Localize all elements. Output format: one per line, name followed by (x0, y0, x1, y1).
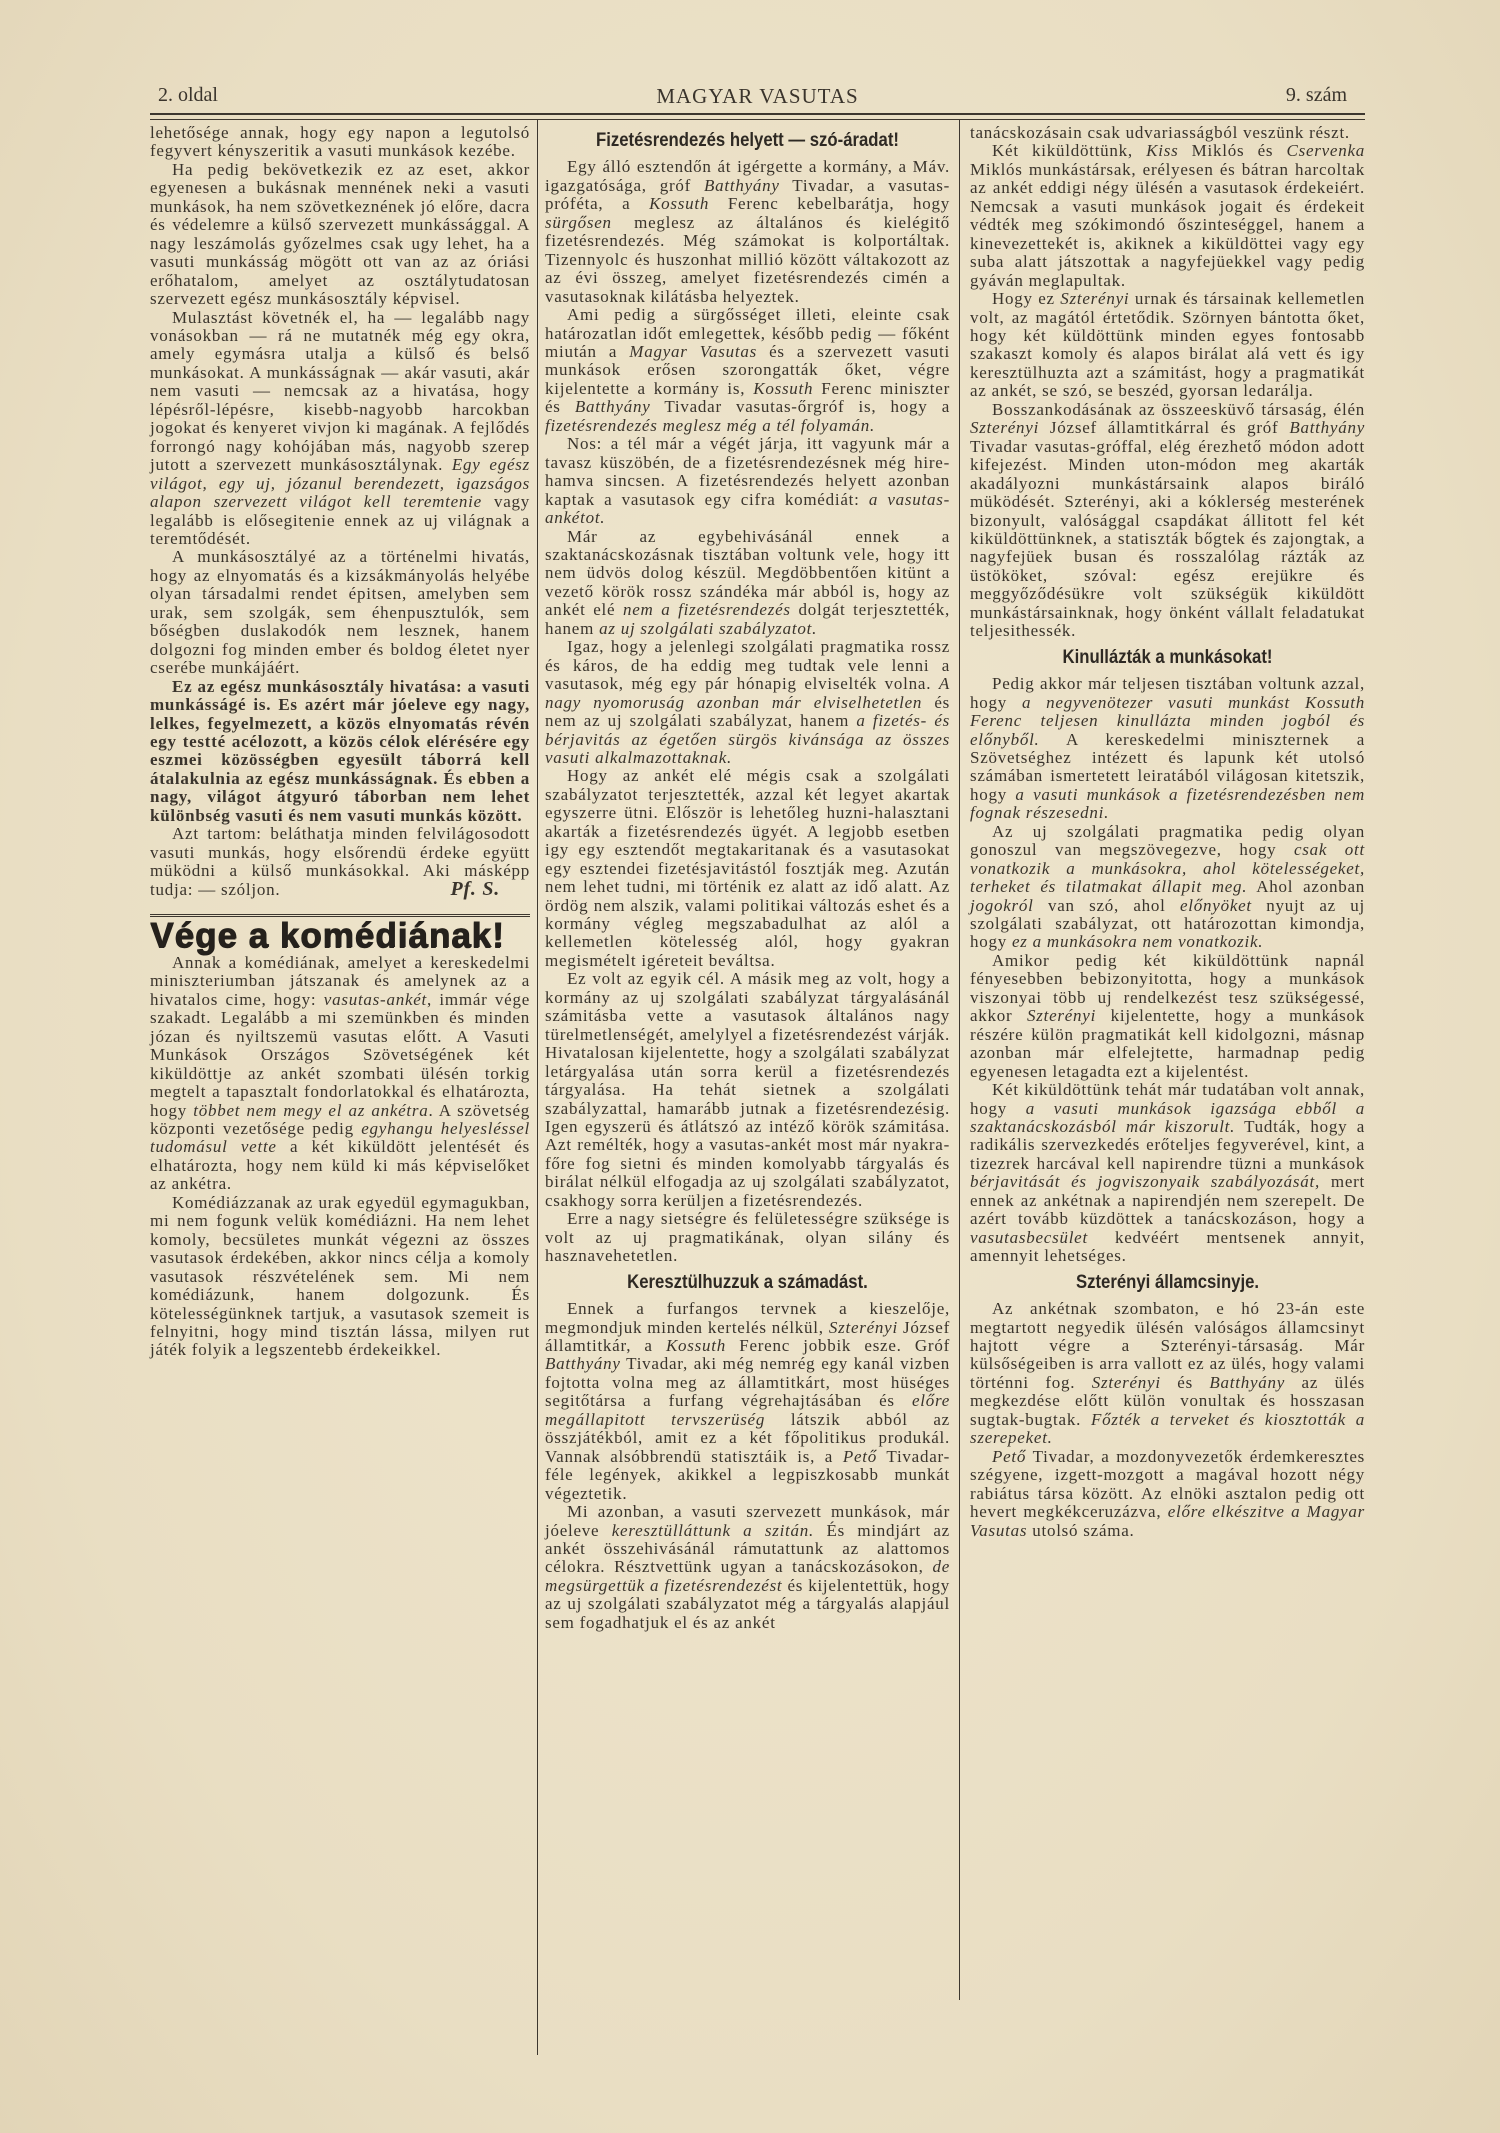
italic-emphasis: előnyöket (1180, 895, 1252, 915)
article-paragraph (970, 142, 1365, 290)
italic-emphasis: az uj szolgálati szabályzatot. (599, 618, 818, 638)
text-run: . A szövetség központi vezetősége pedig (150, 1100, 530, 1139)
text-run: Egy álló esztendőn át igérgette a kormány, a Máv. igazgatósága, gróf (545, 157, 950, 195)
text-run: Pedig akkor már teljesen tisztában voltunk azzal, hogy (970, 674, 1365, 712)
italic-emphasis: Szterényi (1060, 289, 1130, 309)
text-run: és nem az uj szolgálati szabályzat, hanem (545, 692, 950, 731)
section-heading: Keresztülhuzzuk a számadást. (627, 1271, 868, 1293)
italic-emphasis: Batthyány (1289, 418, 1365, 438)
italic-emphasis: Szterényi (970, 418, 1040, 438)
text-run: Az uj szolgálati pragmatika pedig olyan gonoszul van megszövegezve, hogy (970, 821, 1365, 860)
column-3 (970, 124, 1365, 1540)
italic-emphasis: többet nem megy el az ankétra (193, 1100, 429, 1120)
italic-emphasis: Pető (842, 1446, 877, 1466)
text-run: vagy legalább is elősegitenie ennek az uj világnak a teremtődését. (150, 492, 531, 548)
article-paragraph (970, 1300, 1365, 1448)
italic-emphasis: Szterényi (1091, 1372, 1161, 1392)
text-run: Amikor pedig két kiküldöttünk napnál fényesebben bebizonyitotta, hogy a munkások viszonyai több uj rendelkezést tesz szükségessé, akkor (970, 950, 1365, 1026)
text-run: Ennek a furfangos tervnek a kieszelője, megmondjuk minden kertelés nélkül, (545, 1299, 950, 1337)
text-run: Tivadar, a mozdonyvezetők érdemkeresztes szégyene, izgett-mozgott a magával hozott négy rabiátus társa között. Az elnöki asztalon pedig ott hevert megkékceruzázva, (970, 1446, 1365, 1522)
article-paragraph (150, 161, 530, 309)
italic-emphasis: jogokról (970, 895, 1034, 915)
italic-emphasis: Kossuth (665, 1336, 727, 1355)
text-run: És mindjárt az ankét összehivásánál rámutattunk az alattomos célokra. Résztvettünk ugyan a tanácskozásokon, (545, 1520, 950, 1577)
article-paragraph (150, 678, 530, 826)
article-paragraph (150, 548, 530, 677)
article-paragraph (970, 1081, 1365, 1266)
text-run: Ez volt az egyik cél. A másik meg az volt, hogy a kormány az uj szolgálati szabályzat tárgyalásánál számitásba vette a vasutasok általános nagy türelmetlenségét, amelylyel a fizetésrendezést várják. Hivatalosan kijelentette, hogy a szolgálati szabályzat letárgyalása után sorra kerül a fizetésrendezés tárgyalása. Ha tehát sietnek a szolgálati szabályzattal, hamarább jutnak a fizetésrendezésig. Igen egyszerü és átlátszó az intéző körök számitása. Azt remélték, hogy a vasutas-ankét most már nyakra-főre fog sietni és minden komolyabb tárgyalás és birálat nélkül elfogadja az uj szolgálati szabályzatot, csakhogy sorra kerüljen a fizetésrendezés. (545, 969, 950, 1210)
column-2 (545, 124, 950, 1632)
text-run: A munkásosztályé az a történelmi hivatás, hogy az elnyomatás és a kizsákmányolás helyébe olyan társadalmi rendet épitsen, amelyben sem urak, sem szolgák, sem éhenpusztulók, sem bőségben duslakodók nem lesznek, hanem dolgozni fog minden ember és boldog életet nyer cserébe munkájáért. (150, 547, 530, 678)
italic-emphasis: fizetésrendezés meglesz még a tél folyamán. (545, 415, 875, 435)
text-run: meglesz az általános és kielégitő fizetésrendezés. Még számokat is kolportáltak. Tizennyolc és huszonhat millió között váltakozott az az évi összeg, amelyet fizetésrendezés cimén a vasutasoknak kilátásba helyeztek. (545, 212, 950, 306)
text-run: Miklós munkástársak, erélyesen és bátran harcoltak az ankét eddigi négy ülésén a vasutasok érdekeiért. Nemcsak a vasuti munkások jogait és érdekeit védték meg szókimondó őszinteséggel, hanem a kinevezettekét is, akiknek a kiküldöttei vagy egy suba alatt játszottak a nagyfejüekkel vagy pedig gyáván meglapultak. (970, 159, 1365, 290)
text-run: Mi azonban, a vasuti szervezett munkások, már jóeleve (545, 1502, 950, 1540)
text-run: urnak és társainak kellemetlen volt, az magától értetődik. Szörnyen bántotta őket, hogy két küldöttünk minden egyes fontosabb szakaszt komoly és alapos birálat alá vett és igy keresztülhuzta azt a számitást, hogy a pragmatikát az ankét, se szó, se beszéd, gyorsan ledarálja. (970, 289, 1365, 401)
text-run: Tivadar vasutas-őrgróf is, hogy a (650, 397, 950, 417)
article-paragraph (970, 675, 1365, 823)
italic-emphasis: előre elkészitve a Magyar Vasutas (970, 1502, 1365, 1540)
article-paragraph (545, 306, 950, 435)
text-run: Hogy ez (992, 289, 1061, 309)
text-run: Az ankétnak szombaton, e hó 23-án este megtartott negyedik ülésén valóságos államcsinyt hajtott végre a Szterényi-társaság. Már külsőségeiben is arra vallott ez az ülés, hogy valami történni fog. (970, 1299, 1365, 1392)
italic-emphasis: Batthyány (1209, 1372, 1286, 1392)
article-paragraph (545, 1300, 950, 1503)
italic-emphasis: a fizetés- és bérjavitás az égetően sürgös kivánsága az összes vasuti alkalmazottaknak. (545, 711, 950, 767)
text-run: kedvéért mentsenek annyit, amennyit lehetséges. (970, 1227, 1365, 1266)
text-run: , immár vége szakadt. Legalább a mi szemünkben és minden józan és nyiltszemü vasutas előtt. A Vasuti Munkások Országos Szövetségének két kiküldöttje az ankét szombati ülésén torkig megtelt a tapasztalt fondorlatokkal és elhatározta, hogy (150, 989, 530, 1120)
italic-emphasis: keresztülláttunk a szitán. (611, 1520, 815, 1540)
text-run: Tivadar, aki még nemrég egy kanál vizben fojtotta volna meg az államtitkárt, most hüséges segitőtársa a furfang végrehajtásában és (545, 1354, 950, 1411)
column-divider (537, 120, 538, 2055)
column-1 (150, 124, 530, 1360)
article-paragraph (970, 401, 1365, 641)
text-run: és (1160, 1372, 1210, 1392)
text-run: látszik abból az összjátékból, amit ez a két főpolitikus produkál. Vannak alsóbbrendü statisztáik is, a (545, 1409, 950, 1466)
text-run: Tudták, hogy a radikális szervezkedés erőteljes fegyverével, kint, a tizezrek harcával kell napirendre tüzni a munkások (970, 1117, 1365, 1173)
italic-emphasis: Szterényi (828, 1317, 898, 1337)
text-run: dolgát terjesztették, hanem (545, 600, 950, 638)
italic-emphasis: vasutasbecsület (970, 1227, 1088, 1247)
article-paragraph (970, 823, 1365, 952)
column-divider (959, 120, 960, 2000)
italic-emphasis: Magyar Vasutas (629, 341, 757, 361)
section-heading: Kinullázták a munkásokat! (1062, 646, 1273, 668)
article-paragraph (970, 124, 1365, 142)
article-paragraph (150, 309, 530, 549)
text-run: Ferenc kebelbarátja, hogy (709, 194, 951, 214)
italic-emphasis: Szterényi (1027, 1006, 1097, 1026)
text-run: Azt tartom: beláthatja minden felvilágosodott vasuti munkás, hogy elsőrendü érdeke együtt müködni a külső munkásokkal. Aki másképp tudja: — szóljon. (150, 824, 530, 899)
italic-emphasis: Batthyány (574, 397, 651, 417)
text-run: Hogy az ankét elé mégis csak a szolgálati szabályzatot terjesztették, azzal két legyet akartak egyszerre ütni. Először is lehetőleg huzni-halasztani akarták a fizetésrendezés ügyét. A legjobb esetben igy egy esztendőt megtakaritanak és a vasutasokat egy esztendei fizetésjavitástól fosztják meg. Azután nem lehet tudni, mi történik ez alatt az idő alatt. Az ördög nem alszik, valami politikai változás eshet és a kormány végleg megszabadulhat az alól a kellemetlen kötelesség alól, hogy gyakran megismételt igéreteit beváltsa. (545, 766, 950, 970)
italic-emphasis: Cservenka (1286, 141, 1365, 161)
article-paragraph (545, 970, 950, 1210)
text-run: Tivadar vasutas-gróffal, elég érezhető módon adott kifejezést. Minden uton-módon meg akarták akadályozni munkástársaink alapos biráló müködését. Szterényi, aki a kóklerség mesterének bizonyult, valósággal csapdákat állitott fel két kiküldöttünknek, a statiszták bőgtek és zajongtak, a nagyfejüek busan és rosszalólag rázták az üstököket, szóval: egész erejükre és meggyőződésükre volt szükségük kiküldött munkástársainknak, hogy önként vállalt feladatukat teljesithessék. (970, 436, 1365, 641)
text-run: Miklós és (1178, 141, 1287, 161)
italic-emphasis: a vasuti munkások a fizetésrendezésben nem fognak részesedni. (970, 784, 1365, 823)
italic-emphasis: Kossuth (649, 194, 710, 214)
text-run: Ha pedig bekövetkezik ez az eset, akkor egyenesen a bukásnak mennének neki a vasuti munkások, ha nem szövetkeznének jó előre, dacra és védelemre a külső szervezett munkássággal. A nagy leszámolás győzelmes csak ugy lehet, ha a vasuti munkásság mögött ott van az az óriási erőhatalom, amelyet az osztálytudatosan szervezett egész munkásosztály képvisel. (150, 159, 530, 309)
text-run: Erre a nagy sietségre és felületességre szüksége is volt az uj pragmatikának, olyan silány és hasznavehetetlen. (545, 1209, 950, 1266)
text-run: Nos: a tél már a végét járja, itt vagyunk már a tavasz küszöbén, de a fizetésrendezésnek még hire-hamva sincsen. A fizetésrendezés helyett azonban kaptak a vasutasok egy cifra komédiát: (545, 434, 950, 509)
italic-emphasis: a negyvenötezer vasuti munkást Kossuth Ferenc teljesen kinullázta minden jogból és előnyből. (970, 692, 1366, 749)
text-run: József államtitkárral és gróf (1039, 418, 1290, 438)
text-run: Tivadar, a vasutas-próféta, a (545, 175, 950, 214)
italic-emphasis: a vasuti munkások igazsága ebből a szaktanácskozásból már kiszorult. (970, 1098, 1365, 1137)
italic-emphasis: Főzték a terveket és kiosztották a szerepeket. (970, 1409, 1365, 1448)
italic-emphasis: Kossuth (753, 378, 814, 398)
italic-emphasis: előre megállapitott tervszerüség (545, 1391, 950, 1429)
article-paragraph (545, 767, 950, 970)
article-paragraph (545, 1210, 950, 1265)
italic-emphasis: Kiss (1146, 141, 1179, 161)
issue-number: 9. szám (1285, 84, 1347, 106)
italic-emphasis: vasutas-ankét (323, 989, 428, 1009)
italic-emphasis: a vasutas-ankétot. (545, 489, 950, 528)
text-run: Már az egybehivásánál ennek a szaktanácskozásnak tisztában voltunk vele, hogy itt nem üdvös dolog készül. Megdöbbentően kitünt a vezető körök rossz szándéka már abból is, hogy az ankét elé (545, 526, 950, 620)
italic-emphasis: de megsürgettük a fizetésrendezést (545, 1557, 950, 1595)
text-run: tanácskozásain csak udvariasságból veszünk részt. (970, 123, 1350, 142)
article-paragraph (545, 1503, 950, 1632)
text-run: A kereskedelmi miniszternek a Szövetséghez intézett és lapunk két utolsó számában ismertetett leiratából világosan kitetszik, hogy (970, 729, 1365, 804)
article-headline: Vége a komédiának! (150, 916, 505, 956)
text-run: Annak a komédiának, amelyet a kereskedelmi miniszteriumban játszanak és amelynek az a hivatalos cime, hogy: (150, 952, 530, 1009)
text-run: Mulasztást követnék el, ha — legalább nagy vonásokban — rá ne mutatnék még egy okra, amely egymásra utalja a külső és belső munkásokat. A munkásságnak — akár vasuti, akár nem vasuti — nemcsak az a hivatása, hogy lépésről-lépésre, kisebb-nagyobb harcokban jogokat és kenyeret vivjon ki magának. A fejlődés forrongó nagy kohójában más, nagyobb szerep jutott a szervezett munkásosztálynak. (150, 307, 530, 475)
text-run: Két kiküldöttünk tehát már tudatában volt annak, hogy (970, 1080, 1365, 1118)
article-paragraph (545, 158, 950, 306)
text-run: utolsó száma. (1027, 1520, 1135, 1540)
italic-emphasis: A nagy nyomoruság azonban már elviselhetetlen (545, 674, 950, 712)
text-run: van szó, ahol (1033, 895, 1181, 915)
text-run: Ami pedig a sürgősséget illeti, eleinte csak határozatlan időt emlegettek, később pedig — főként miután a (545, 305, 950, 361)
text-run: Igaz, hogy a jelenlegi szolgálati pragmatika rossz és káros, de ha eddig meg tudtak vele lenni a vasutasok, még egy pár hónapig elviselték volna. (545, 637, 950, 694)
page-number: 2. oldal (158, 84, 218, 106)
author-signature: Pf. S. (450, 878, 500, 901)
section-heading: Fizetésrendezés helyett — szó-áradat! (596, 130, 899, 151)
text-run: József államtitkár, a (545, 1317, 950, 1355)
article-paragraph (970, 1448, 1365, 1540)
article-paragraph (150, 954, 530, 1194)
italic-emphasis: ez a munkásokra nem vonatkozik. (1012, 932, 1264, 952)
italic-emphasis: Batthyány (545, 1354, 621, 1374)
text-run: Ferenc miniszter és (545, 378, 950, 417)
italic-emphasis: csak ott vonatkozik a munkásokra, ahol kötelességeket, terheket és tilatmakat állapit meg. (970, 840, 1365, 897)
masthead-title: MAGYAR VASUTAS (656, 84, 859, 108)
text-run: nyujt az uj szolgálati szabályzat, ott határozottan kimondja, hogy (970, 895, 1365, 952)
text-run: és a szervezett vasuti munkások erősen szorongatták őket, végre kijelentette a kormány is, (545, 341, 951, 398)
italic-emphasis: sürgősen (545, 212, 612, 232)
italic-emphasis: nem a fizetésrendezés (622, 600, 791, 620)
text-run: Ahol azonban (1247, 877, 1365, 897)
article-paragraph (150, 124, 530, 161)
header-rule (150, 113, 1365, 120)
text-run: az ülés megkezdése előtt külön vonultak és hosszasan sugtak-bugtak. (970, 1372, 1365, 1429)
italic-emphasis: bérjavitását és jogviszonyaik szabályozását, (970, 1172, 1320, 1192)
text-run: Ez az egész munkásosztály hivatása: a vasuti munkásságé is. Es azért már jóeleve egy nagy, lelkes, fegyelmezett, a közös elnyomatás révén egy testté acélozott, a közös célok elérésére egy eszmei közösségben egyesült táborrá kell átalakulnia az egész munkásságnak. És ebben a nagy, világot átgyuró táborban nem lehet különbség vasuti és nem vasuti munkás között. (150, 676, 530, 825)
article-paragraph (970, 290, 1365, 401)
article-paragraph (545, 435, 950, 527)
italic-emphasis: egyhangu helyesléssel tudomásul vette (150, 1119, 530, 1157)
text-run: a két kiküldött jelentését és elhatározta, hogy nem küld ki más képviselőket az ankétra. (150, 1137, 530, 1194)
text-run: Tivadar-féle legények, akikkel a legpiszkosabb munkát végeztetik. (545, 1446, 950, 1503)
text-run: Ferenc jobbik esze. Gróf (726, 1336, 950, 1355)
text-run: Komédiázzanak az urak egyedül egymagukban, mi nem fogunk velük komédiázni. Ha nem lehet komoly, becsületes munkát végezni az összes vasutasok érdekében, akkor nincs célja a komoly vasutasok részvételének sem. Mi nem komédiázunk, hanem dolgozunk. És kötelességünknek tartjuk, a vasutasok szemeit is felnyitni, hogy mind tisztán lássa, milyen rut játék folyik a legszentebb érdekeikkel. (150, 1192, 530, 1360)
text-run: kijelentette, hogy a munkások részére külön pragmatikát kell kidolgozni, másnap azonban már elfelejtette, harmadnap pedig egyenesen letagadta ezt a kijelentést. (970, 1006, 1365, 1081)
text-run: Két kiküldöttünk, (992, 141, 1147, 161)
text-run: és kijelentettük, hogy az uj szolgálati szabályzatot még a tárgyalás alapjául sem fogadhatjuk el és az ankét (545, 1575, 951, 1632)
text-run: Bosszankodásának az összeesküvő társaság, élén (992, 399, 1365, 419)
italic-emphasis: Pető (992, 1446, 1027, 1466)
italic-emphasis: Egy egész világot, egy uj, józanul berendezett, igazságos alapon szervezett világot kell teremtenie (150, 455, 530, 512)
article-paragraph (545, 638, 950, 767)
article-paragraph (545, 528, 950, 639)
text-run: mert ennek az ankétnak a napirendjén nem szerepelt. De azért tovább küzdöttek a tanácskozáson, hogy a (970, 1172, 1366, 1229)
article-paragraph (150, 1194, 530, 1360)
section-heading: Szterényi államcsinyje. (1075, 1271, 1260, 1293)
italic-emphasis: Batthyány (703, 175, 780, 195)
article-paragraph (970, 952, 1365, 1081)
text-run: lehetősége annak, hogy egy napon a legutolsó fegyvert kényszeritik a vasuti munkások kezébe. (150, 123, 530, 161)
page-header (150, 84, 1365, 112)
